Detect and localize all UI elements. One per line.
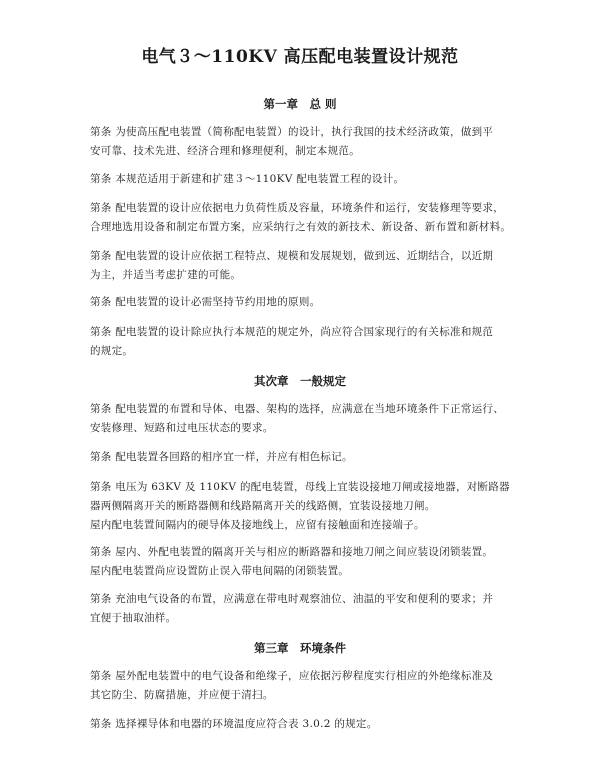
paragraph-3-1: [90, 667, 520, 705]
paragraph-line: 第条 本规范适用于新建和扩建３～110KV 配电装置工程的设计。: [90, 173, 405, 185]
paragraph-line: 第条 配电装置的布置和导体、电器、架构的选择，应满意在当地环境条件下正常运行、: [90, 403, 505, 415]
paragraph-line: 第条 充油电气设备的布置，应满意在带电时观察油位、油温的平安和便利的要求；并: [90, 593, 494, 605]
paragraph-2-2: [90, 448, 520, 467]
paragraph-1-3: [90, 199, 520, 237]
paragraph-1-4: [90, 247, 520, 285]
document-title: 电气３～110KV 高压配电装置设计规范: [141, 47, 459, 67]
paragraph-line: 的规定。: [90, 345, 134, 357]
paragraph-line: 第条 为使高压配电装置（简称配电装置）的设计，执行我国的技术经济政策，做到平: [90, 126, 494, 138]
paragraph-line: 第条 配电装置的设计应依据电力负荷性质及容量，环境条件和运行，安装修理等要求，: [90, 202, 505, 214]
paragraph-line: 屋内配电装置尚应设置防止误入带电间隔的闭锁装置。: [90, 565, 350, 577]
paragraph-line: 合理地选用设备和制定布置方案，应采纳行之有效的新技术、新设备、新布置和新材料。: [90, 221, 512, 233]
paragraph-line: 第条 配电装置的设计除应执行本规范的规定外，尚应符合国家现行的有关标准和规范: [90, 326, 494, 338]
paragraph-2-4: [90, 543, 520, 581]
paragraph-line: 第条 屋外配电装置中的电气设备和绝缘子，应依据污秽程度实行相应的外绝缘标准及: [90, 670, 494, 682]
paragraph-1-5: [90, 293, 520, 312]
paragraph-1-1: [90, 123, 520, 161]
paragraph-line: 第条 配电装置的设计应依据工程特点、规模和发展规划，做到远、近期结合，以近期: [90, 250, 494, 262]
paragraph-line: 第条 电压为 63KV 及 110KV 的配电装置，母线上宜装设接地刀闸或接地器，对断路器: [90, 481, 510, 493]
chapter-heading-2: 其次章 一般规定: [254, 374, 346, 388]
paragraph-line: 其它防尘、防腐措施，并应便于清扫。: [90, 689, 274, 701]
chapter-heading-1: 第一章 总 则: [263, 97, 337, 111]
paragraph-line: 第条 配电装置的设计必需坚持节约用地的原则。: [90, 296, 321, 308]
chapter-heading-3: 第三章 环境条件: [254, 641, 346, 655]
paragraph-3-2: [90, 715, 520, 734]
paragraph-line: 第条 选择裸导体和电器的环境温度应符合表 3.0.2 的规定。: [90, 718, 378, 730]
paragraph-line: 为主，并适当考虑扩建的可能。: [90, 269, 242, 281]
paragraph-2-5: [90, 590, 520, 628]
paragraph-line: 第条 屋内、外配电装置的隔离开关与相应的断路器和接地刀闸之间应装设闭锁装置。: [90, 546, 494, 558]
paragraph-1-2: [90, 170, 520, 189]
paragraph-2-1: [90, 400, 520, 438]
paragraph-line: 安可靠、技术先进、经济合理和修理便利，制定本规范。: [90, 145, 360, 157]
paragraph-line: 宜便于抽取油样。: [90, 612, 177, 624]
paragraph-line: 安装修理、短路和过电压状态的要求。: [90, 422, 274, 434]
paragraph-2-3: [90, 478, 520, 535]
paragraph-line: 第条 配电装置各回路的相序宜一样，并应有相色标记。: [90, 451, 353, 463]
paragraph-1-6: [90, 323, 520, 361]
paragraph-line: 屋内配电装置间隔内的硬导体及接地线上，应留有接触面和连接端子。: [90, 519, 425, 531]
paragraph-line: 器两侧隔离开关的断路器侧和线路隔离开关的线路侧，宜装设接地刀闸。: [90, 500, 436, 512]
